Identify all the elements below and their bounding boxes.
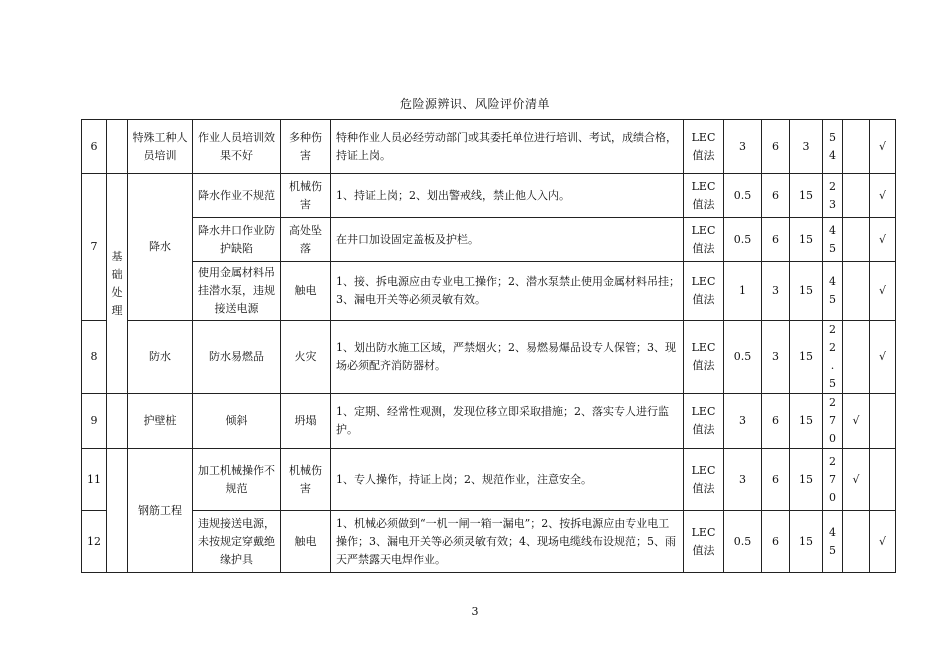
cell-no: 6 — [82, 120, 107, 174]
cell-l: 3 — [724, 120, 762, 174]
cell-e: 6 — [762, 394, 790, 449]
cell-e: 6 — [762, 511, 790, 573]
cell-l: 3 — [724, 394, 762, 449]
cell-no: 7 — [82, 174, 107, 321]
cell-hazard: 降水井口作业防护缺陷 — [193, 218, 281, 262]
cell-method: LEC值法 — [684, 394, 724, 449]
cell-c: 15 — [790, 321, 823, 394]
cell-c: 15 — [790, 174, 823, 218]
cell-d: 2 7 0 — [823, 394, 843, 449]
cell-injury: 机械伤害 — [281, 449, 331, 511]
cell-measure: 1、接、拆电源应由专业电工操作；2、潜水泵禁止使用金属材料吊挂；3、漏电开关等必须灵敏有效。 — [331, 262, 684, 321]
cell-method: LEC值法 — [684, 321, 724, 394]
cell-mark-1 — [843, 321, 870, 394]
cell-hazard: 降水作业不规范 — [193, 174, 281, 218]
cell-d: 2 3 — [823, 174, 843, 218]
cell-hazard: 作业人员培训效果不好 — [193, 120, 281, 174]
cell-hazard: 防水易燃品 — [193, 321, 281, 394]
cell-injury: 触电 — [281, 262, 331, 321]
cell-mark-2: √ — [870, 511, 896, 573]
table-row — [82, 262, 896, 321]
cell-measure: 1、机械必须做到“一机一闸一箱一漏电”；2、按拆电源应由专业电工操作；3、漏电开关等必须灵敏有效；4、现场电缆线布设规范；5、雨天严禁露天电焊作业。 — [331, 511, 684, 573]
cell-measure: 1、持证上岗；2、划出警戒线，禁止他人入内。 — [331, 174, 684, 218]
cell-measure: 特种作业人员必经劳动部门或其委托单位进行培训、考试，成绩合格，持证上岗。 — [331, 120, 684, 174]
cell-project: 特殊工种人员培训 — [128, 120, 193, 174]
page-number: 3 — [471, 605, 479, 618]
cell-c: 3 — [790, 120, 823, 174]
cell-method: LEC值法 — [684, 120, 724, 174]
risk-table — [81, 119, 896, 573]
cell-d: 4 5 — [823, 262, 843, 321]
table-row — [82, 321, 896, 394]
cell-measure: 1、划出防水施工区域，严禁烟火；2、易燃易爆品设专人保管；3、现场必须配齐消防器材。 — [331, 321, 684, 394]
cell-injury: 坍塌 — [281, 394, 331, 449]
cell-injury: 机械伤害 — [281, 174, 331, 218]
cell-method: LEC值法 — [684, 262, 724, 321]
cell-measure: 1、定期、经常性观测，发现位移立即采取措施；2、落实专人进行监护。 — [331, 394, 684, 449]
cell-e: 6 — [762, 120, 790, 174]
cell-mark-1 — [843, 174, 870, 218]
cell-mark-2: √ — [870, 321, 896, 394]
cell-e: 6 — [762, 174, 790, 218]
cell-mark-1: √ — [843, 449, 870, 511]
cell-mark-2 — [870, 449, 896, 511]
cell-no: 11 — [82, 449, 107, 511]
cell-l: 1 — [724, 262, 762, 321]
cell-hazard: 倾斜 — [193, 394, 281, 449]
cell-l: 0.5 — [724, 321, 762, 394]
cell-hazard: 违规接送电源，未按规定穿戴绝缘护具 — [193, 511, 281, 573]
cell-l: 0.5 — [724, 218, 762, 262]
cell-mark-1: √ — [843, 394, 870, 449]
document-title: 危险源辨识、风险评价清单 — [399, 97, 550, 111]
cell-category: 基 础 处 理 — [107, 174, 128, 394]
cell-c: 15 — [790, 449, 823, 511]
cell-no: 9 — [82, 394, 107, 449]
cell-project: 钢筋工程 — [128, 449, 193, 573]
cell-hazard: 加工机械操作不规范 — [193, 449, 281, 511]
cell-c: 15 — [790, 218, 823, 262]
cell-d: 4 5 — [823, 218, 843, 262]
cell-project: 防水 — [128, 321, 193, 394]
cell-e: 3 — [762, 321, 790, 394]
cell-injury: 火灾 — [281, 321, 331, 394]
cell-injury: 多种伤害 — [281, 120, 331, 174]
cell-hazard: 使用金属材料吊挂潜水泵，违规接送电源 — [193, 262, 281, 321]
cell-e: 6 — [762, 449, 790, 511]
cell-l: 3 — [724, 449, 762, 511]
table-row — [82, 511, 896, 573]
cell-c: 15 — [790, 511, 823, 573]
cell-mark-1 — [843, 511, 870, 573]
cell-l: 0.5 — [724, 511, 762, 573]
cell-e: 6 — [762, 218, 790, 262]
cell-mark-2: √ — [870, 120, 896, 174]
cell-mark-1 — [843, 262, 870, 321]
cell-method: LEC值法 — [684, 449, 724, 511]
cell-mark-2: √ — [870, 262, 896, 321]
table-row — [82, 120, 896, 174]
cell-l: 0.5 — [724, 174, 762, 218]
cell-d: 5 4 — [823, 120, 843, 174]
cell-injury: 触电 — [281, 511, 331, 573]
cell-mark-2: √ — [870, 174, 896, 218]
table-row — [82, 449, 896, 511]
table-row — [82, 218, 896, 262]
cell-measure: 在井口加设固定盖板及护栏。 — [331, 218, 684, 262]
table-row — [82, 394, 896, 449]
cell-c: 15 — [790, 394, 823, 449]
cell-method: LEC值法 — [684, 174, 724, 218]
cell-mark-2: √ — [870, 218, 896, 262]
cell-d: 4 5 — [823, 511, 843, 573]
cell-d: 2 7 0 — [823, 449, 843, 511]
cell-method: LEC值法 — [684, 218, 724, 262]
cell-project: 护壁桩 — [128, 394, 193, 449]
cell-injury: 高处坠落 — [281, 218, 331, 262]
cell-mark-1 — [843, 120, 870, 174]
cell-category — [107, 394, 128, 449]
cell-mark-1 — [843, 218, 870, 262]
cell-category — [107, 449, 128, 573]
table-row — [82, 174, 896, 218]
cell-project: 降水 — [128, 174, 193, 321]
cell-no: 12 — [82, 511, 107, 573]
cell-d: 2 2 . 5 — [823, 321, 843, 394]
cell-no: 8 — [82, 321, 107, 394]
cell-e: 3 — [762, 262, 790, 321]
cell-mark-2 — [870, 394, 896, 449]
cell-category — [107, 120, 128, 174]
cell-method: LEC值法 — [684, 511, 724, 573]
cell-measure: 1、专人操作，持证上岗；2、规范作业，注意安全。 — [331, 449, 684, 511]
cell-c: 15 — [790, 262, 823, 321]
